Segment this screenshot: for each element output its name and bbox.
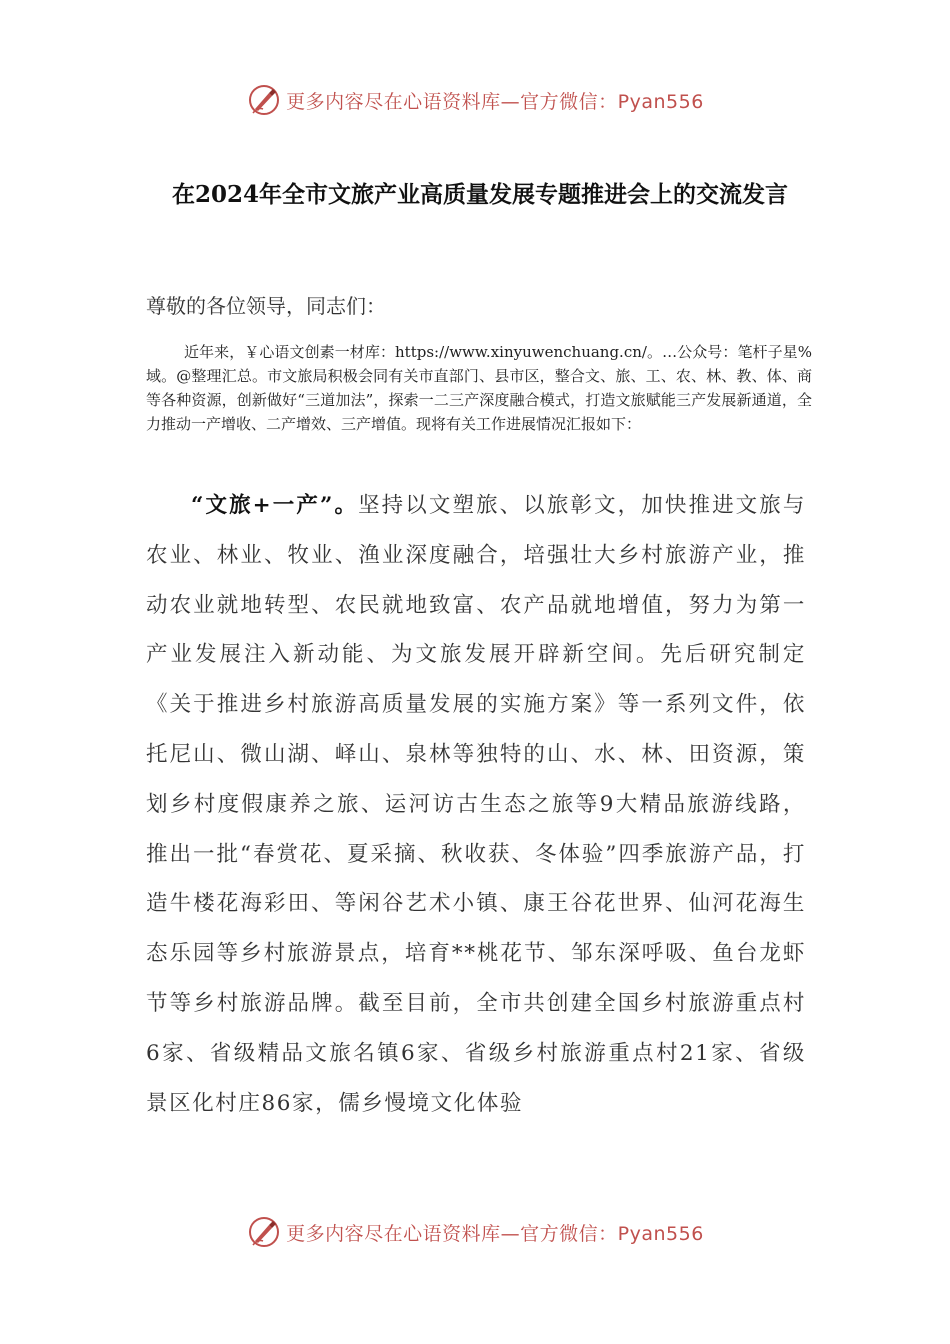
document-title: 在2024年全市文旅产业高质量发展专题推进会上的交流发言	[171, 181, 788, 208]
watermark-text: 更多内容尽在心语资料库—官方微信：Pyan556	[286, 1222, 704, 1245]
pen-logo-icon	[246, 1214, 282, 1250]
watermark-text: 更多内容尽在心语资料库—官方微信：Pyan556	[286, 90, 704, 113]
section-lead-heading: “文旅+一产”。	[191, 493, 359, 518]
pen-logo-icon	[246, 82, 282, 118]
section-body-text: 坚持以文塑旅、以旅彰文，加快推进文旅与农业、林业、牧业、渔业深度融合，培强壮大乡村旅游产业，推动农业就地转型、农民就地致富、农产品就地增值，努力为第一产业发展注入新动能、为文旅发展开辟新空间。先后研究制定《关于推进乡村旅游高质量发展的实施方案》等一系列文件，依托尼山、微山湖、峄山、泉林等独特的山、水、林、田资源，策划乡村度假康养之旅、运河访古生态之旅等9大精品旅游线路，推出一批“春赏花、夏采摘、秋收获、冬体验”四季旅游产品，打造牛楼花海彩田、等闲谷艺术小镇、康王谷花世界、仙河花海生态乐园等乡村旅游景点，培育**桃花节、邹东深呼吸、鱼台龙虾节等乡村旅游品牌。截至目前，全市共创建全国乡村旅游重点村6家、省级精品文旅名镇6家、省级乡村旅游重点村21家、省级景区化村庄86家，儒乡慢境文化体验	[146, 493, 806, 1116]
header-watermark-banner	[0, 78, 950, 122]
intro-paragraph: 近年来，￥心语文创素一材库：https://www.xinyuwenchuang.cn/。…公众号：笔杆子星%域。@整理汇总。市文旅局积极会同有关市直部门、县市区，整合文、旅、工、农、林、教、体、商等各种资源，创新做好“三道加法”，探索一二三产深度融合模式，打造文旅赋能三产发展新通道，全力推动一产增收、二产增效、三产增值。现将有关工作进展情况汇报如下：	[146, 343, 812, 433]
salutation: 尊敬的各位领导，同志们：	[146, 294, 386, 318]
section-paragraph	[146, 481, 806, 1128]
footer-watermark-banner	[0, 1210, 950, 1254]
